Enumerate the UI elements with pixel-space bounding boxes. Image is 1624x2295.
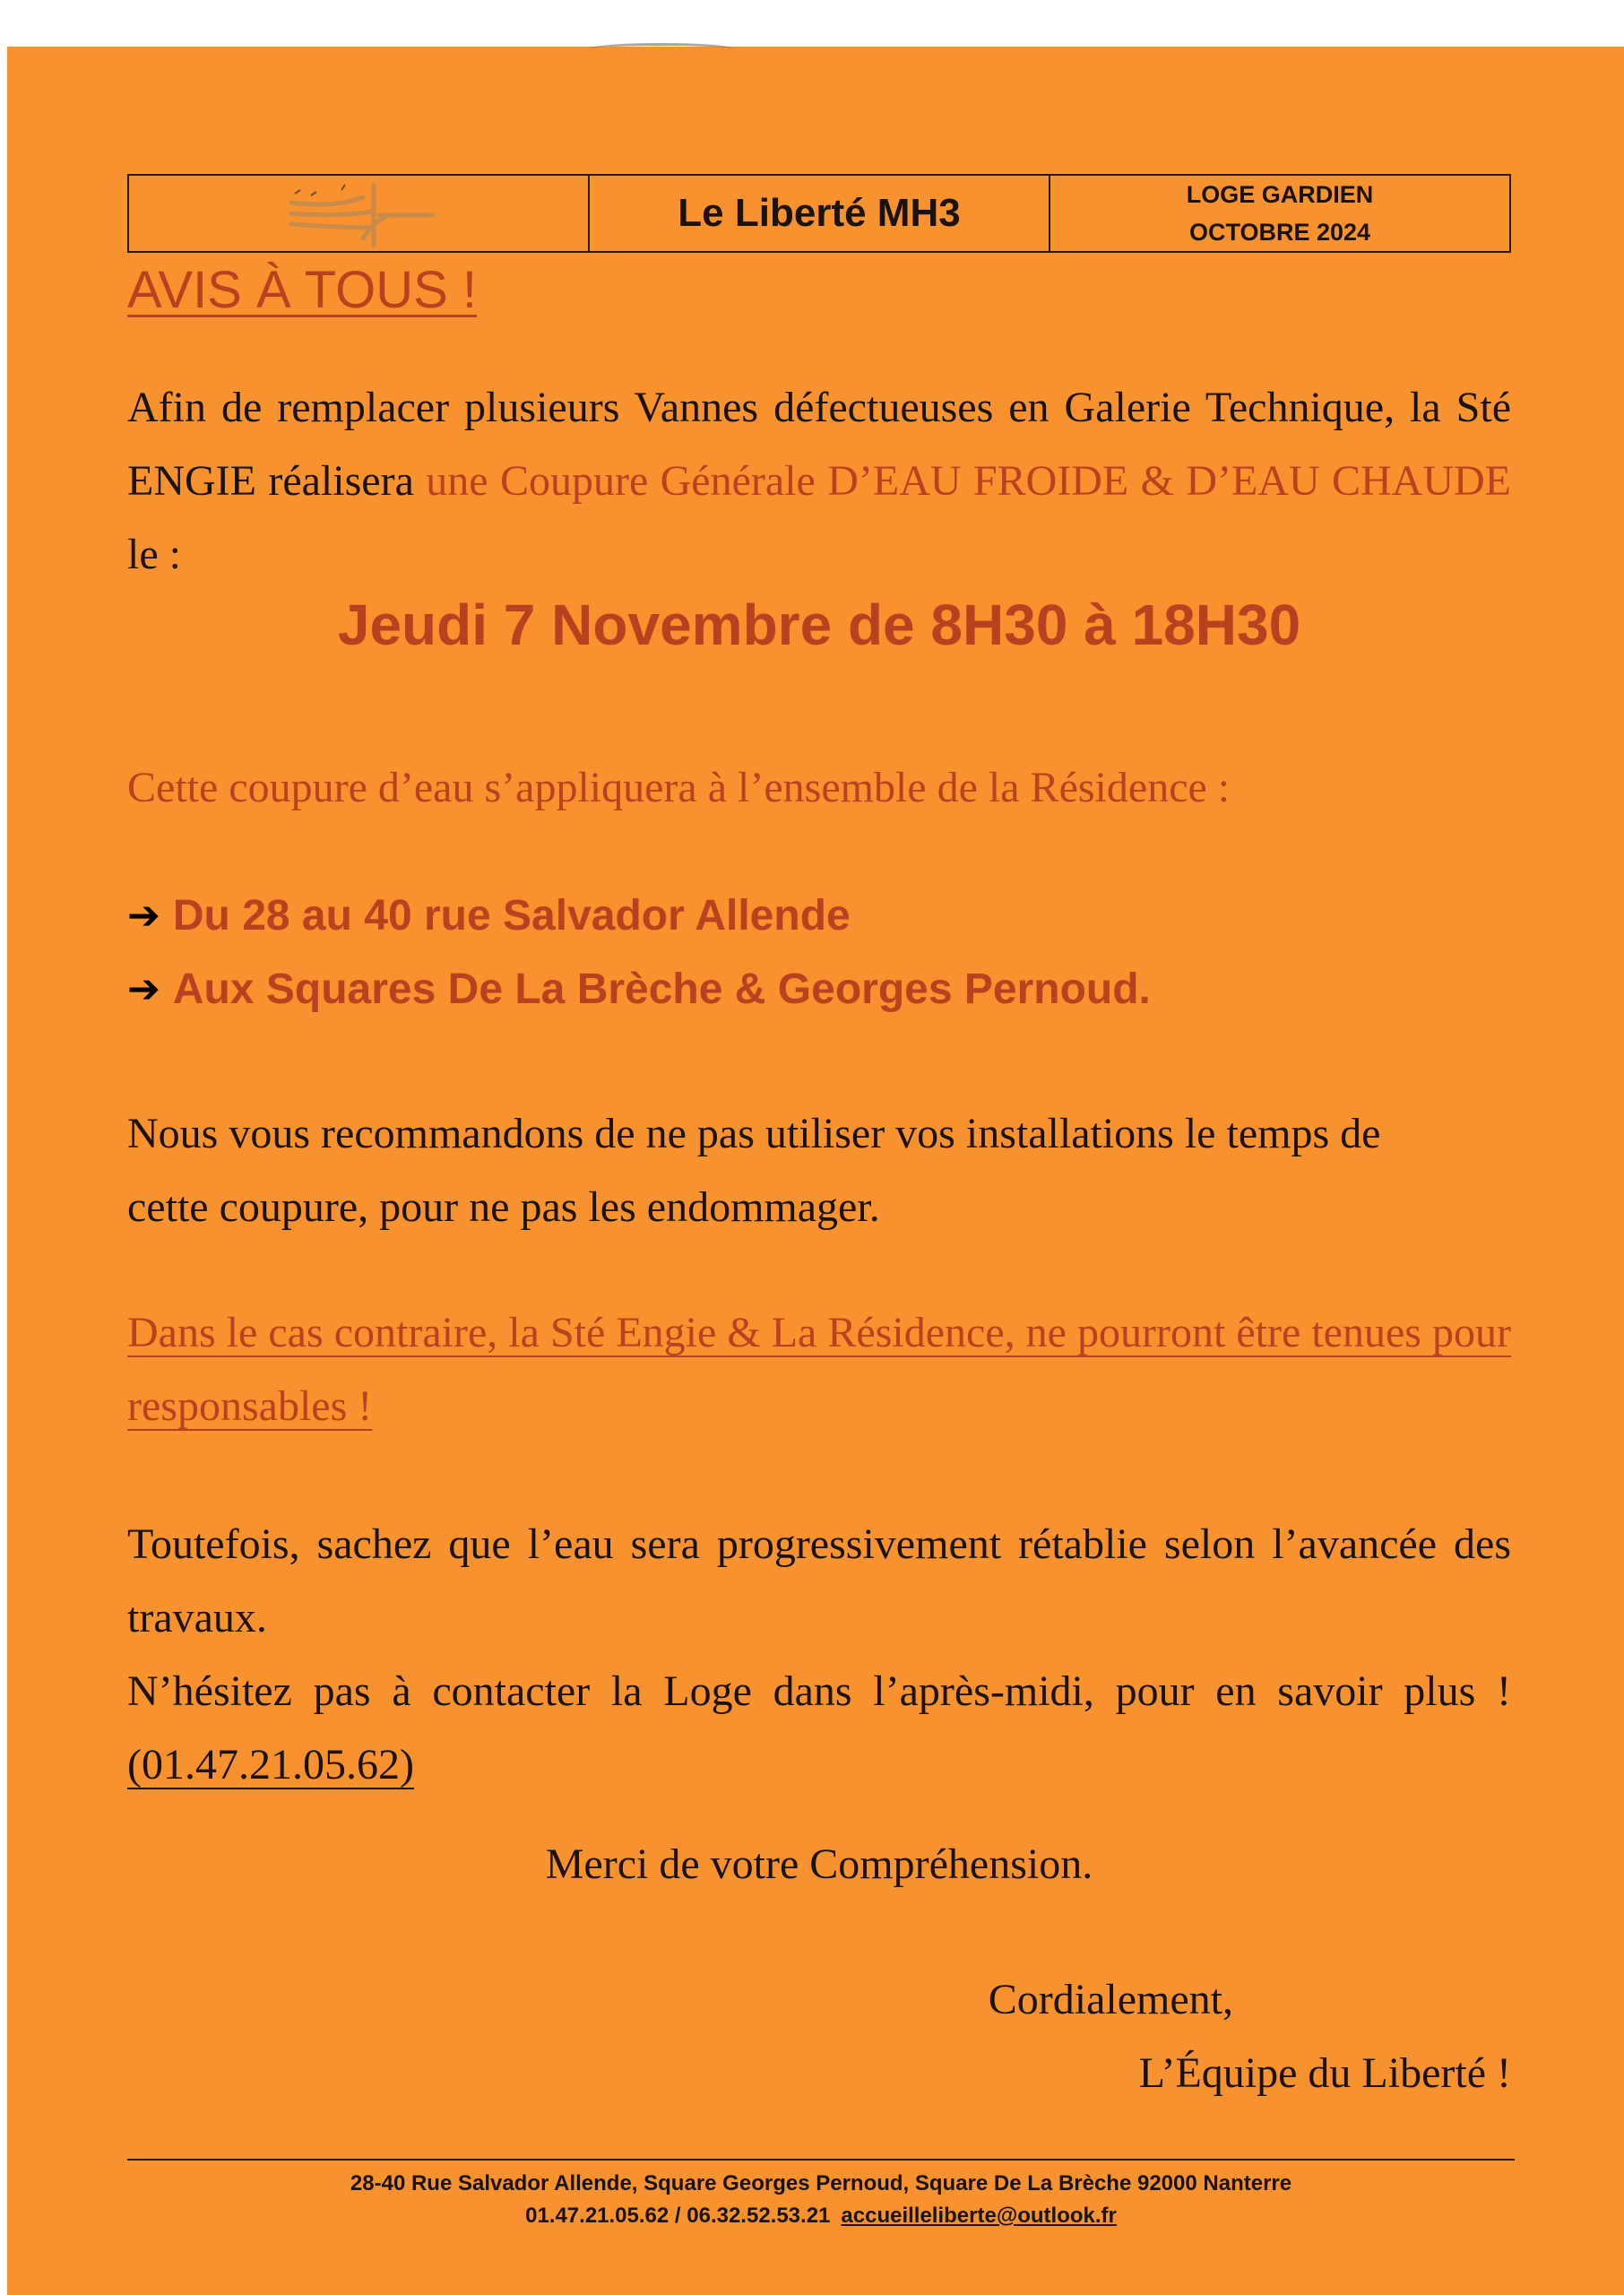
residence-title: Le Liberté MH3 xyxy=(588,176,1049,251)
info-contact-text: N’hésitez pas à contacter la Loge dans l’après-midi, pour en savoir plus ! xyxy=(127,1667,1511,1715)
intro-highlight: une Coupure Générale D’EAU FROIDE & D’EAU CHAUDE xyxy=(426,457,1512,505)
signoff xyxy=(989,1963,1511,2110)
disclaimer: Dans le cas contraire, la Sté Engie & La Résidence, ne pourront être tenues pour responsables ! xyxy=(127,1309,1511,1430)
footer-contact xyxy=(127,2204,1515,2229)
address-text: Aux Squares De La Brèche & Georges Pernoud. xyxy=(172,966,1151,1013)
recommendation: Nous vous recommandons de ne pas utiliser vos installations le temps de cette coupure, pour ne pas les endommager. xyxy=(127,1110,1381,1231)
arrow-right-icon: ➔ xyxy=(127,967,160,1011)
intro-paragraph xyxy=(127,371,1511,592)
thanks-line: Merci de votre Compréhension. xyxy=(545,1840,1093,1888)
arrow-right-icon: ➔ xyxy=(127,894,160,938)
footer-divider xyxy=(127,2159,1515,2161)
loge-date: OCTOBRE 2024 xyxy=(1188,219,1371,246)
footer-address: 28-40 Rue Salvador Allende, Square Georges Pernoud, Square De La Brèche 92000 Nanterre xyxy=(350,2171,1292,2195)
address-text: Du 28 au 40 rue Salvador Allende xyxy=(172,892,851,940)
loge-info xyxy=(1049,176,1509,251)
signoff-team: L’Équipe du Liberté ! xyxy=(1138,2049,1511,2097)
scope-line: Cette coupure d’eau s’appliquera à l’ensemble de la Résidence : xyxy=(127,764,1231,811)
paper-edge-mark xyxy=(590,43,733,55)
header-table xyxy=(127,174,1511,253)
signoff-greeting: Cordialement, xyxy=(988,1976,1233,2023)
loge-phone: (01.47.21.05.62) xyxy=(127,1741,414,1788)
address-item xyxy=(127,891,851,940)
date-line: Jeudi 7 Novembre de 8H30 à 18H30 xyxy=(337,593,1301,657)
footer-phones: 01.47.21.05.62 / 06.32.52.53.21 xyxy=(525,2204,831,2228)
address-item xyxy=(127,965,1151,1014)
intro-text: Afin de remplacer plusieurs Vannes défectueuses en Galerie Technique, la Sté ENGIE réalisera xyxy=(127,384,1511,505)
notice-heading: AVIS À TOUS ! xyxy=(127,261,478,319)
intro-suffix: le : xyxy=(127,531,181,578)
logo-icon xyxy=(273,176,444,251)
logo-cell xyxy=(129,176,588,251)
info-line-1: Toutefois, sachez que l’eau sera progressivement rétablie selon l’avancée des travaux. xyxy=(127,1520,1511,1641)
loge-label: LOGE GARDIEN xyxy=(1186,181,1374,208)
footer-email-link[interactable]: accueilleliberte@outlook.fr xyxy=(841,2204,1117,2228)
info-line-2 xyxy=(127,1655,1511,1802)
